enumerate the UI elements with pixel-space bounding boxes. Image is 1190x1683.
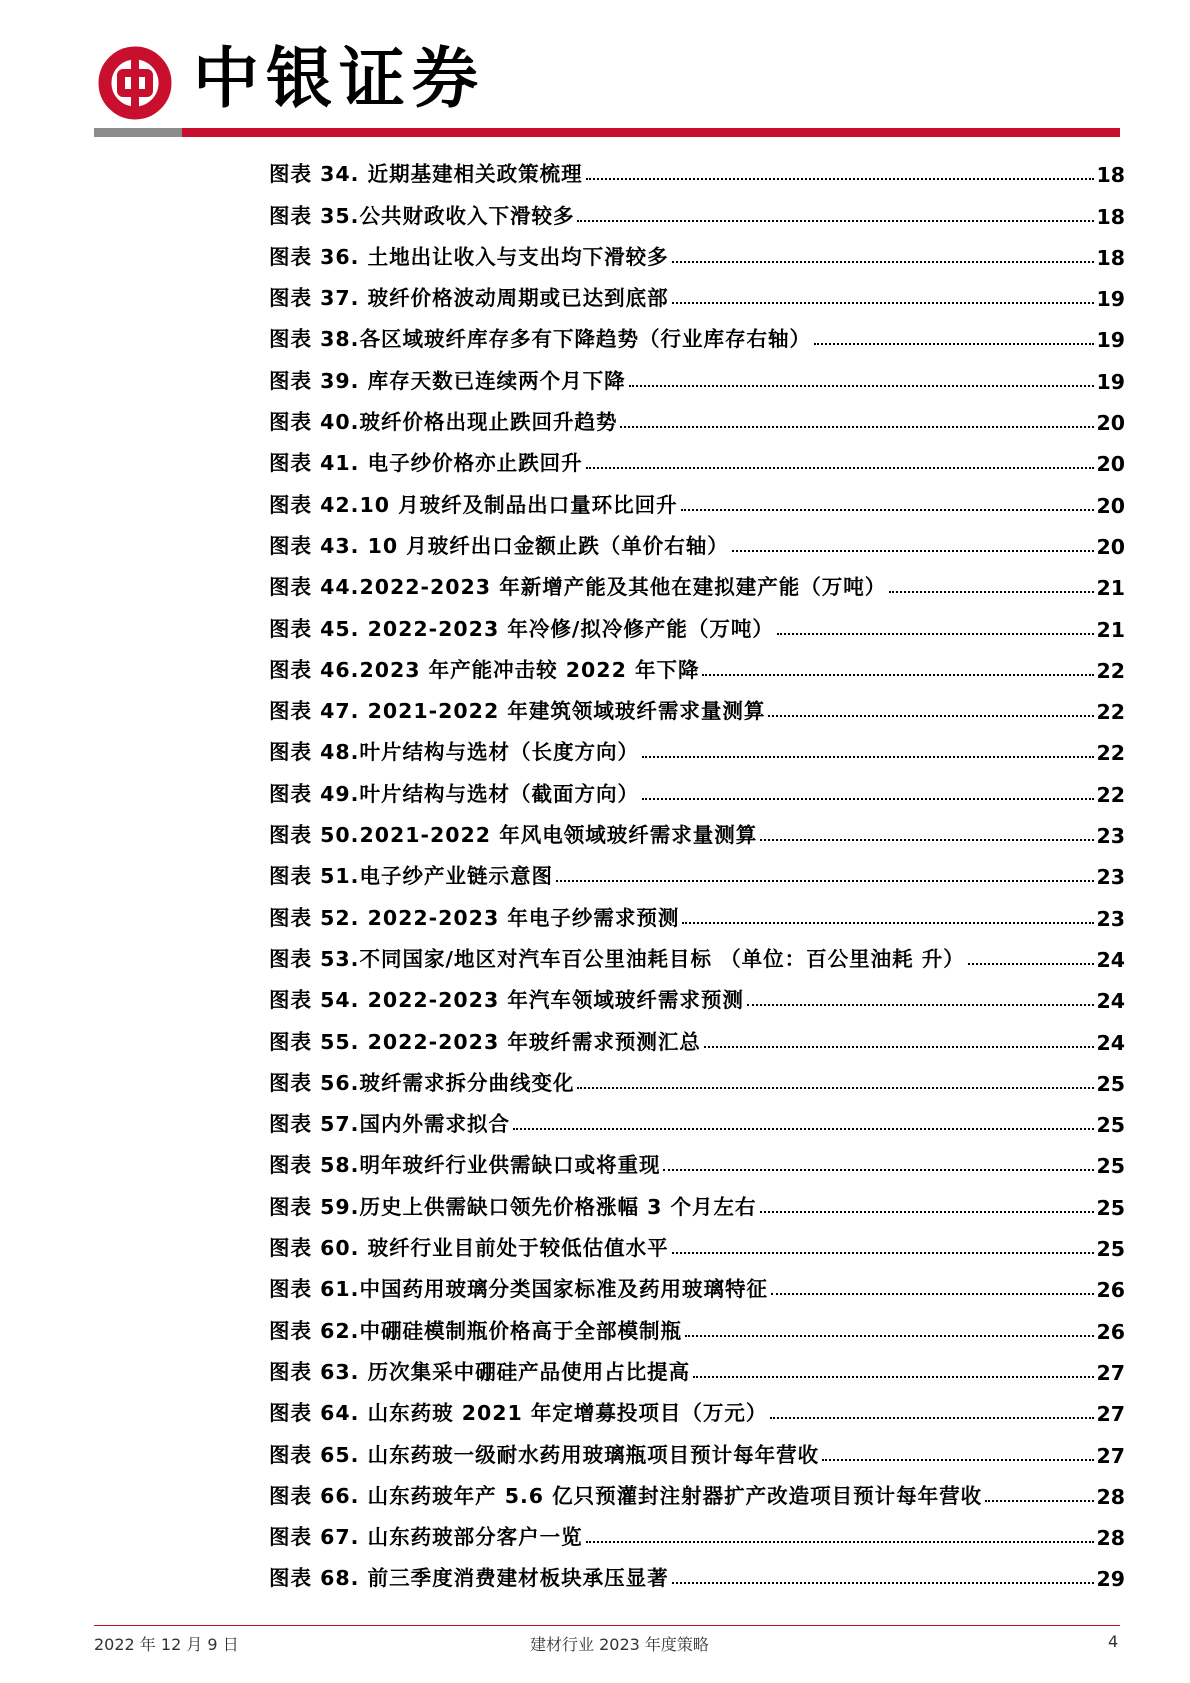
toc-entry-title: 图表 63. 历次集采中硼硅产品使用占比提高 xyxy=(269,1359,691,1384)
toc-entry-title: 图表 66. 山东药玻年产 5.6 亿只预灌封注射器扩产改造项目预计每年营收 xyxy=(269,1483,983,1508)
toc-entry-page: 23 xyxy=(1096,865,1125,890)
toc-entry[interactable] xyxy=(269,270,1125,311)
toc-entry-page: 25 xyxy=(1096,1071,1125,1096)
toc-dot-leader xyxy=(768,715,1094,717)
toc-entry[interactable] xyxy=(269,311,1125,352)
toc-entry[interactable] xyxy=(269,394,1125,435)
toc-entry-title: 图表 65. 山东药玻一级耐水药用玻璃瓶项目预计每年营收 xyxy=(269,1442,820,1467)
toc-dot-leader xyxy=(513,1128,1095,1130)
toc-entry[interactable] xyxy=(269,229,1125,270)
toc-entry-page: 19 xyxy=(1096,328,1125,353)
toc-entry-title: 图表 64. 山东药玻 2021 年定增募投项目（万元） xyxy=(269,1401,768,1426)
toc-entry-title: 图表 59.历史上供需缺口领先价格涨幅 3 个月左右 xyxy=(269,1194,757,1219)
toc-entry-title: 图表 49.叶片结构与选材（截面方向） xyxy=(269,781,639,806)
toc-entry-page: 20 xyxy=(1096,493,1125,518)
toc-entry-title: 图表 45. 2022-2023 年冷修/拟冷修产能（万吨） xyxy=(269,616,774,641)
toc-dot-leader xyxy=(682,922,1094,924)
toc-entry-page: 20 xyxy=(1096,534,1125,559)
toc-dot-leader xyxy=(629,385,1095,387)
toc-entry-title: 图表 54. 2022-2023 年汽车领域玻纤需求预测 xyxy=(269,988,744,1013)
page-header xyxy=(0,0,1190,140)
toc-entry-page: 21 xyxy=(1096,576,1125,601)
toc-dot-leader xyxy=(704,1046,1095,1048)
toc-dot-leader xyxy=(777,633,1095,635)
toc-entry-title: 图表 55. 2022-2023 年玻纤需求预测汇总 xyxy=(269,1029,701,1054)
toc-entry-page: 18 xyxy=(1096,204,1125,229)
toc-entry-title: 图表 36. 土地出让收入与支出均下滑较多 xyxy=(269,244,669,269)
toc-dot-leader xyxy=(814,343,1095,345)
toc-entry-title: 图表 61.中国药用玻璃分类国家标准及药用玻璃特征 xyxy=(269,1277,768,1302)
footer-rule xyxy=(94,1625,1120,1626)
toc-entry-title: 图表 46.2023 年产能冲击较 2022 年下降 xyxy=(269,657,700,682)
toc-entry[interactable] xyxy=(269,146,1125,187)
toc-entry[interactable] xyxy=(269,1385,1125,1426)
toc-entry[interactable] xyxy=(269,187,1125,228)
toc-entry-title: 图表 52. 2022-2023 年电子纱需求预测 xyxy=(269,905,680,930)
toc-entry-title: 图表 40.玻纤价格出现止跌回升趋势 xyxy=(269,410,618,435)
toc-entry-page: 25 xyxy=(1096,1154,1125,1179)
toc-entry-title: 图表 47. 2021-2022 年建筑领域玻纤需求量测算 xyxy=(269,699,766,724)
toc-entry-title: 图表 50.2021-2022 年风电领域玻纤需求量测算 xyxy=(269,823,758,848)
toc-dot-leader xyxy=(672,261,1095,263)
toc-entry[interactable] xyxy=(269,848,1125,889)
toc-dot-leader xyxy=(672,1582,1095,1584)
toc-entry[interactable] xyxy=(269,765,1125,806)
toc-entry-page: 22 xyxy=(1096,741,1125,766)
toc-entry[interactable] xyxy=(269,1178,1125,1219)
toc-entry[interactable] xyxy=(269,1468,1125,1509)
toc-dot-leader xyxy=(672,302,1095,304)
footer-page-number: 4 xyxy=(1108,1632,1119,1651)
toc-entry-title: 图表 51.电子纱产业链示意图 xyxy=(269,864,553,889)
toc-entry-page: 20 xyxy=(1096,452,1125,477)
toc-entry-page: 26 xyxy=(1096,1278,1125,1303)
toc-entry-page: 27 xyxy=(1096,1360,1125,1385)
toc-dot-leader xyxy=(702,674,1094,676)
toc-dot-leader xyxy=(760,839,1094,841)
toc-entry[interactable] xyxy=(269,1220,1125,1261)
toc-entry-page: 27 xyxy=(1096,1402,1125,1427)
toc-dot-leader xyxy=(672,1252,1095,1254)
toc-entry[interactable] xyxy=(269,1344,1125,1385)
toc-dot-leader xyxy=(693,1376,1094,1378)
toc-dot-leader xyxy=(968,963,1095,965)
toc-dot-leader xyxy=(681,509,1095,511)
toc-dot-leader xyxy=(642,798,1095,800)
toc-dot-leader xyxy=(760,1211,1095,1213)
toc-dot-leader xyxy=(586,1541,1095,1543)
toc-entry-page: 24 xyxy=(1096,947,1125,972)
toc-entry[interactable] xyxy=(269,559,1125,600)
toc-entry[interactable] xyxy=(269,435,1125,476)
toc-dot-leader xyxy=(985,1500,1094,1502)
toc-entry[interactable] xyxy=(269,642,1125,683)
toc-entry-page: 28 xyxy=(1096,1526,1125,1551)
toc-entry-title: 图表 60. 玻纤行业目前处于较低估值水平 xyxy=(269,1236,669,1261)
table-of-figures xyxy=(269,146,1125,1591)
toc-entry-page: 24 xyxy=(1096,989,1125,1014)
toc-dot-leader xyxy=(889,591,1094,593)
toc-dot-leader xyxy=(663,1169,1094,1171)
toc-entry[interactable] xyxy=(269,1096,1125,1137)
toc-entry-page: 22 xyxy=(1096,658,1125,683)
toc-entry[interactable] xyxy=(269,518,1125,559)
toc-dot-leader xyxy=(771,1293,1095,1295)
toc-entry[interactable] xyxy=(269,1509,1125,1550)
toc-entry[interactable] xyxy=(269,683,1125,724)
toc-entry-page: 25 xyxy=(1096,1113,1125,1138)
toc-entry-page: 28 xyxy=(1096,1484,1125,1509)
toc-entry-page: 23 xyxy=(1096,824,1125,849)
toc-entry-title: 图表 42.10 月玻纤及制品出口量环比回升 xyxy=(269,492,678,517)
toc-entry-page: 24 xyxy=(1096,1030,1125,1055)
toc-entry-page: 26 xyxy=(1096,1319,1125,1344)
toc-entry-title: 图表 62.中硼硅模制瓶价格高于全部模制瓶 xyxy=(269,1318,682,1343)
toc-entry-title: 图表 44.2022-2023 年新增产能及其他在建拟建产能（万吨） xyxy=(269,575,887,600)
toc-entry[interactable] xyxy=(269,476,1125,517)
toc-entry-title: 图表 39. 库存天数已连续两个月下降 xyxy=(269,368,626,393)
toc-dot-leader xyxy=(685,1335,1095,1337)
toc-entry-page: 19 xyxy=(1096,287,1125,312)
toc-dot-leader xyxy=(577,220,1094,222)
toc-entry-title: 图表 38.各区域玻纤库存多有下降趋势（行业库存右轴） xyxy=(269,327,811,352)
toc-entry-title: 图表 48.叶片结构与选材（长度方向） xyxy=(269,740,639,765)
toc-entry-title: 图表 35.公共财政收入下滑较多 xyxy=(269,203,575,228)
toc-entry-title: 图表 56.玻纤需求拆分曲线变化 xyxy=(269,1070,575,1095)
toc-entry[interactable] xyxy=(269,1302,1125,1343)
toc-entry[interactable] xyxy=(269,931,1125,972)
toc-entry-page: 27 xyxy=(1096,1443,1125,1468)
toc-entry-title: 图表 43. 10 月玻纤出口金额止跌（单价右轴） xyxy=(269,533,729,558)
toc-entry-title: 图表 58.明年玻纤行业供需缺口或将重现 xyxy=(269,1153,661,1178)
toc-dot-leader xyxy=(620,426,1094,428)
toc-entry[interactable] xyxy=(269,807,1125,848)
toc-entry-page: 29 xyxy=(1096,1567,1125,1592)
toc-entry[interactable] xyxy=(269,1426,1125,1467)
toc-dot-leader xyxy=(577,1087,1094,1089)
toc-entry-title: 图表 37. 玻纤价格波动周期或已达到底部 xyxy=(269,286,669,311)
footer-report-title: 建材行业 2023 年度策略 xyxy=(530,1635,709,1654)
toc-entry-page: 21 xyxy=(1096,617,1125,642)
toc-entry[interactable] xyxy=(269,600,1125,641)
toc-entry-page: 18 xyxy=(1096,245,1125,270)
toc-dot-leader xyxy=(586,178,1095,180)
toc-entry[interactable] xyxy=(269,889,1125,930)
toc-entry-page: 22 xyxy=(1096,700,1125,725)
toc-dot-leader xyxy=(642,756,1095,758)
header-rule-gray xyxy=(94,128,182,137)
toc-entry[interactable] xyxy=(269,972,1125,1013)
toc-entry-title: 图表 41. 电子纱价格亦止跌回升 xyxy=(269,451,583,476)
toc-entry-title: 图表 34. 近期基建相关政策梳理 xyxy=(269,162,583,187)
footer-date: 2022 年 12 月 9 日 xyxy=(94,1635,239,1654)
toc-entry-page: 19 xyxy=(1096,369,1125,394)
toc-entry-page: 18 xyxy=(1096,163,1125,188)
header-rule-red xyxy=(182,128,1120,137)
bank-of-china-logo-icon xyxy=(98,46,172,120)
toc-dot-leader xyxy=(770,1417,1094,1419)
toc-entry[interactable] xyxy=(269,352,1125,393)
toc-entry-title: 图表 57.国内外需求拟合 xyxy=(269,1112,510,1137)
toc-entry-page: 22 xyxy=(1096,782,1125,807)
toc-entry[interactable] xyxy=(269,724,1125,765)
toc-dot-leader xyxy=(747,1004,1095,1006)
brand-name: 中银证券 xyxy=(193,39,485,117)
toc-entry-title: 图表 53.不同国家/地区对汽车百公里油耗目标 （单位：百公里油耗 升） xyxy=(269,946,965,971)
toc-entry[interactable] xyxy=(269,1137,1125,1178)
toc-entry-title: 图表 67. 山东药玻部分客户一览 xyxy=(269,1525,583,1550)
toc-dot-leader xyxy=(732,550,1095,552)
toc-dot-leader xyxy=(556,880,1095,882)
toc-entry-page: 23 xyxy=(1096,906,1125,931)
toc-entry-page: 25 xyxy=(1096,1237,1125,1262)
toc-dot-leader xyxy=(586,467,1095,469)
toc-entry-title: 图表 68. 前三季度消费建材板块承压显著 xyxy=(269,1566,669,1591)
toc-entry-page: 20 xyxy=(1096,411,1125,436)
toc-entry[interactable] xyxy=(269,1261,1125,1302)
toc-entry[interactable] xyxy=(269,1013,1125,1054)
toc-dot-leader xyxy=(822,1459,1094,1461)
toc-entry[interactable] xyxy=(269,1055,1125,1096)
toc-entry-page: 25 xyxy=(1096,1195,1125,1220)
toc-entry[interactable] xyxy=(269,1550,1125,1591)
